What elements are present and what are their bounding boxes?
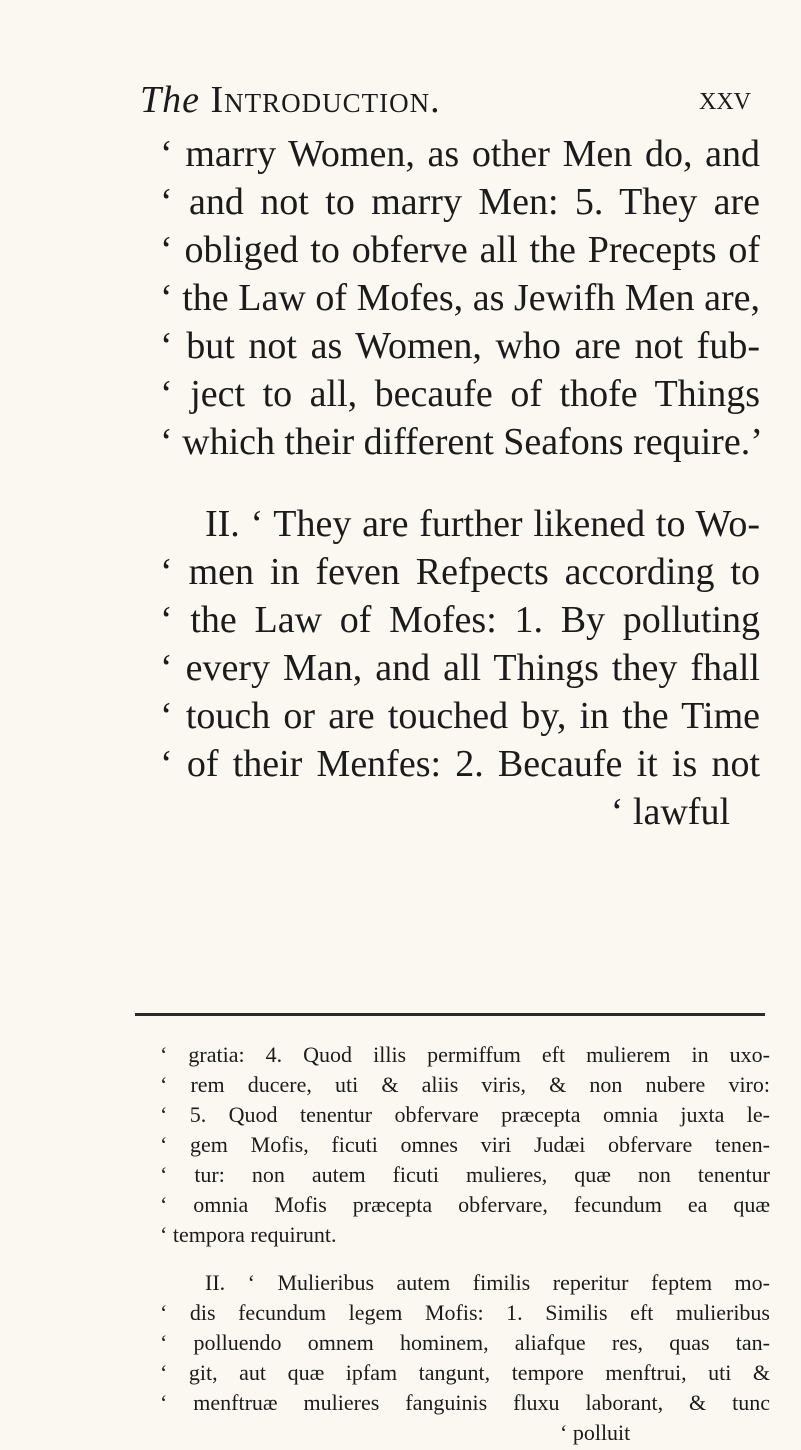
footnote-divider [135, 1013, 765, 1016]
main-text-line: ‘ the Law of Mofes, as Jewifh Men are, [160, 277, 760, 319]
main-text-line: II. ‘ They are further likened to Wo- [205, 503, 760, 545]
running-head-title [140, 78, 441, 122]
catchword: ‘ lawful [610, 791, 730, 833]
footnote-line: ‘ polluendo omnem hominem, aliafque res, quas tan- [160, 1330, 770, 1355]
footnote-line: ‘ gratia: 4. Quod illis permiffum eft mulierem in uxo- [160, 1042, 770, 1067]
main-text-line: ‘ men in feven Refpects according to [160, 551, 760, 593]
running-head [0, 78, 801, 121]
footnote-line: ‘ menftruæ mulieres fanguinis fluxu laborant, & tunc [160, 1390, 770, 1415]
footnote-line: ‘ omnia Mofis præcepta obfervare, fecundum ea quæ [160, 1192, 770, 1217]
running-head-article: The [140, 79, 200, 121]
page-number: xxv [699, 80, 751, 117]
footnote-line: ‘ 5. Quod tenentur obfervare præcepta omnia juxta le- [160, 1102, 770, 1127]
main-text-line: ‘ every Man, and all Things they fhall [160, 647, 760, 689]
main-text-line: ‘ but not as Women, who are not fub- [160, 325, 760, 367]
main-text-line: ‘ marry Women, as other Men do, and [160, 133, 760, 175]
main-text-line: ‘ obliged to obferve all the Precepts of [160, 229, 760, 271]
footnote-catchword: ‘ polluit [560, 1420, 631, 1445]
main-text-line: ‘ the Law of Mofes: 1. By polluting [160, 599, 760, 641]
footnote-line: ‘ gem Mofis, ficuti omnes viri Judæi obfervare tenen- [160, 1132, 770, 1157]
footnote-line: ‘ rem ducere, uti & aliis viris, & non nubere viro: [160, 1072, 770, 1097]
main-text-line: ‘ touch or are touched by, in the Time [160, 695, 760, 737]
footnote-line: ‘ dis fecundum legem Mofis: 1. Similis eft mulieribus [160, 1300, 770, 1325]
main-text-line: ‘ of their Menfes: 2. Becaufe it is not [160, 743, 760, 785]
footnote-line: ‘ tempora requirunt. [160, 1222, 337, 1247]
main-text-line: ‘ which their different Seafons require.’ [160, 421, 763, 463]
running-head-section: Introduction. [210, 79, 441, 121]
footnote-line: ‘ tur: non autem ficuti mulieres, quæ non tenentur [160, 1162, 770, 1187]
main-text-line: ‘ ject to all, becaufe of thofe Things [160, 373, 760, 415]
footnote-line: ‘ git, aut quæ ipfam tangunt, tempore menftrui, uti & [160, 1360, 770, 1385]
main-text-line: ‘ and not to marry Men: 5. They are [160, 181, 760, 223]
footnote-line: II. ‘ Mulieribus autem fimilis reperitur feptem mo- [205, 1270, 770, 1295]
